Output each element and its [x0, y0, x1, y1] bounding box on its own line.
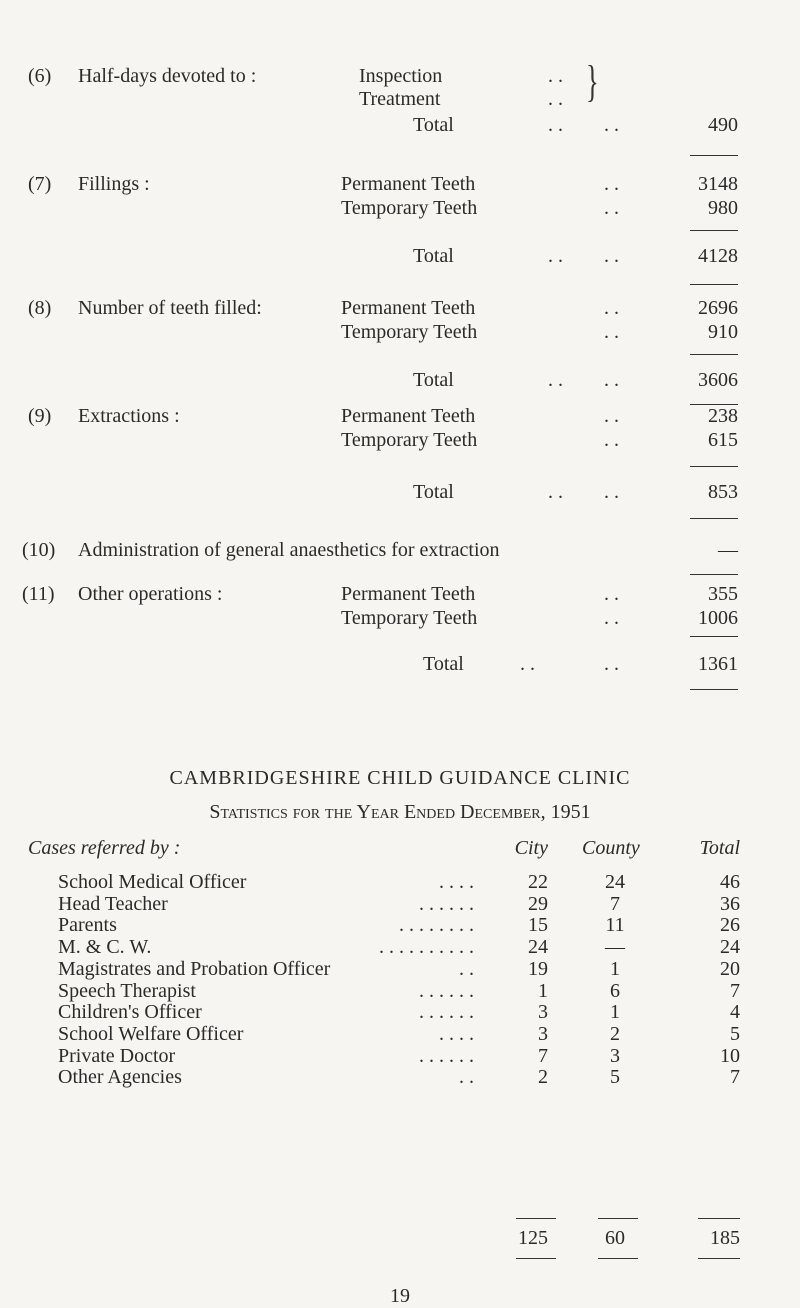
leader-dots: . . [604, 173, 619, 195]
row-label-permanent: Permanent Teeth [341, 297, 476, 319]
item-label-anaesthetics: Administration of general anaesthetics for extraction [78, 539, 500, 561]
rule [690, 466, 738, 467]
header-city: City [514, 837, 548, 859]
referral-source-label: M. & C. W. [58, 936, 152, 958]
county-count: 5 [610, 1066, 620, 1088]
total-count: 7 [730, 1066, 740, 1088]
right-brace-icon: } [586, 57, 599, 106]
subtitle-year: , 1951 [540, 801, 591, 823]
row-value: 1006 [698, 607, 738, 629]
referral-source-label: Private Doctor [58, 1045, 176, 1067]
leader-dots: . . . . . . [419, 1001, 474, 1023]
city-count: 19 [528, 958, 548, 980]
total-count: 10 [720, 1045, 740, 1067]
total-value: 1361 [698, 653, 738, 675]
row-value: 355 [708, 583, 738, 605]
leader-dots: . . [459, 958, 474, 980]
leader-dots: . . [520, 653, 535, 675]
referral-source-label: School Medical Officer [58, 871, 247, 893]
item-label-half-days: Half-days devoted to : [78, 65, 257, 87]
anaesthetics-value: — [718, 539, 738, 561]
row-value: 238 [708, 405, 738, 427]
leader-dots: . . . . . . [419, 1045, 474, 1067]
total-label: Total [413, 369, 454, 391]
county-count: 24 [605, 871, 625, 893]
county-count: 11 [605, 914, 625, 936]
clinic-total-total: 185 [710, 1227, 740, 1249]
rule [516, 1258, 556, 1259]
referral-source-label: Magistrates and Probation Officer [58, 958, 331, 980]
leader-dots: . . [604, 245, 619, 267]
city-count: 1 [538, 980, 548, 1002]
total-count: 36 [720, 893, 740, 915]
item-number-10: (10) [22, 539, 56, 561]
city-count: 29 [528, 893, 548, 915]
leader-dots: . . [548, 88, 563, 110]
item-number-8: (8) [28, 297, 52, 319]
leader-dots: . . [604, 607, 619, 629]
leader-dots: . . [604, 369, 619, 391]
rule [698, 1218, 740, 1219]
rule [698, 1258, 740, 1259]
total-value: 490 [708, 114, 738, 136]
leader-dots: . . . . . . . . . . [379, 936, 474, 958]
rule [690, 518, 738, 519]
item-label-extractions: Extractions : [78, 405, 180, 427]
leader-dots: . . [604, 297, 619, 319]
row-value: 910 [708, 321, 738, 343]
city-count: 3 [538, 1001, 548, 1023]
rule [690, 155, 738, 156]
row-label-temporary: Temporary Teeth [341, 607, 478, 629]
county-count: 2 [610, 1023, 620, 1045]
leader-dots: . . [604, 653, 619, 675]
leader-dots: . . . . [439, 1023, 474, 1045]
row-label-treatment: Treatment [359, 88, 441, 110]
city-count: 15 [528, 914, 548, 936]
county-count: — [605, 936, 625, 958]
total-value: 3606 [698, 369, 738, 391]
leader-dots: . . [604, 429, 619, 451]
rule [690, 636, 738, 637]
leader-dots: . . . . . . [419, 980, 474, 1002]
header-total: Total [699, 837, 740, 859]
item-number-6: (6) [28, 65, 52, 87]
row-label-inspection: Inspection [359, 65, 443, 87]
total-label: Total [413, 245, 454, 267]
rule [690, 230, 738, 231]
leader-dots: . . [548, 65, 563, 87]
total-count: 7 [730, 980, 740, 1002]
total-label: Total [423, 653, 464, 675]
clinic-subtitle [0, 800, 800, 824]
row-value: 3148 [698, 173, 738, 195]
leader-dots: . . [604, 321, 619, 343]
rule [598, 1218, 638, 1219]
row-value: 980 [708, 197, 738, 219]
total-label: Total [413, 481, 454, 503]
row-label-permanent: Permanent Teeth [341, 405, 476, 427]
rule [690, 354, 738, 355]
clinic-total-city: 125 [518, 1227, 548, 1249]
row-label-temporary: Temporary Teeth [341, 429, 478, 451]
clinic-total-county: 60 [605, 1227, 625, 1249]
item-label-fillings: Fillings : [78, 173, 150, 195]
leader-dots: . . [548, 481, 563, 503]
subtitle-text: Statistics for the Year Ended December [209, 801, 541, 823]
total-label: Total [413, 114, 454, 136]
row-value: 2696 [698, 297, 738, 319]
leader-dots: . . [548, 369, 563, 391]
item-number-9: (9) [28, 405, 52, 427]
leader-dots: . . [604, 583, 619, 605]
total-count: 24 [720, 936, 740, 958]
county-count: 7 [610, 893, 620, 915]
referral-source-label: Speech Therapist [58, 980, 196, 1002]
clinic-title: CAMBRIDGESHIRE CHILD GUIDANCE CLINIC [169, 767, 631, 789]
leader-dots: . . [604, 405, 619, 427]
leader-dots: . . . . . . [419, 893, 474, 915]
city-count: 24 [528, 936, 548, 958]
referral-source-label: Other Agencies [58, 1066, 182, 1088]
row-value: 615 [708, 429, 738, 451]
total-count: 20 [720, 958, 740, 980]
leader-dots: . . . . . . . . [399, 914, 474, 936]
leader-dots: . . [548, 245, 563, 267]
total-count: 46 [720, 871, 740, 893]
rule [598, 1258, 638, 1259]
leader-dots: . . . . [439, 871, 474, 893]
item-number-7: (7) [28, 173, 52, 195]
rule [516, 1218, 556, 1219]
row-label-temporary: Temporary Teeth [341, 321, 478, 343]
leader-dots: . . [604, 197, 619, 219]
leader-dots: . . [604, 114, 619, 136]
total-count: 26 [720, 914, 740, 936]
city-count: 7 [538, 1045, 548, 1067]
city-count: 3 [538, 1023, 548, 1045]
header-cases-referred: Cases referred by : [28, 837, 181, 859]
rule [690, 574, 738, 575]
county-count: 6 [610, 980, 620, 1002]
item-label-other-operations: Other operations : [78, 583, 223, 605]
page-number: 19 [390, 1285, 410, 1307]
city-count: 22 [528, 871, 548, 893]
row-label-permanent: Permanent Teeth [341, 173, 476, 195]
rule [690, 689, 738, 690]
county-count: 3 [610, 1045, 620, 1067]
county-count: 1 [610, 958, 620, 980]
leader-dots: . . [548, 114, 563, 136]
leader-dots: . . [459, 1066, 474, 1088]
rule [690, 284, 738, 285]
referral-source-label: Children's Officer [58, 1001, 202, 1023]
referral-source-label: Parents [58, 914, 117, 936]
county-count: 1 [610, 1001, 620, 1023]
leader-dots: . . [604, 481, 619, 503]
city-count: 2 [538, 1066, 548, 1088]
referral-source-label: Head Teacher [58, 893, 168, 915]
total-value: 853 [708, 481, 738, 503]
row-label-permanent: Permanent Teeth [341, 583, 476, 605]
total-value: 4128 [698, 245, 738, 267]
total-count: 5 [730, 1023, 740, 1045]
header-county: County [582, 837, 640, 859]
item-number-11: (11) [22, 583, 55, 605]
row-label-temporary: Temporary Teeth [341, 197, 478, 219]
total-count: 4 [730, 1001, 740, 1023]
referral-source-label: School Welfare Officer [58, 1023, 244, 1045]
item-label-teeth-filled: Number of teeth filled: [78, 297, 262, 319]
